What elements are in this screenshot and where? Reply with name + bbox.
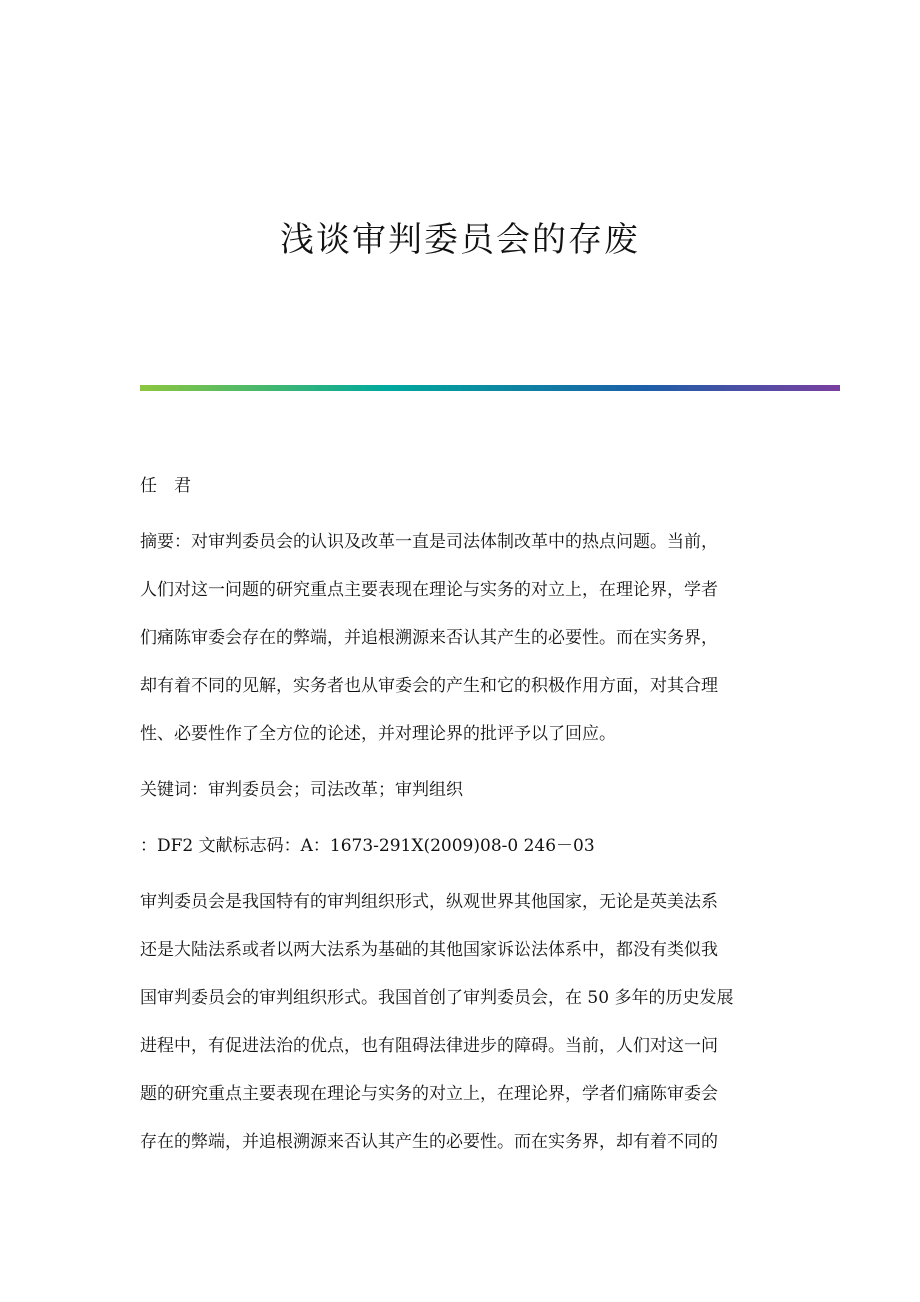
body-line: 还是大陆法系或者以两大法系为基础的其他国家诉讼法体系中，都没有类似我 [140, 940, 718, 960]
document-title: 浅谈审判委员会的存废 [280, 220, 640, 260]
abstract-line: 性、必要性作了全方位的论述，并对理论界的批评予以了回应。 [140, 724, 616, 744]
body-line: 国审判委员会的审判组织形式。我国首创了审判委员会，在 50 多年的历史发展 [140, 988, 734, 1008]
keywords: 关键词：审判委员会；司法改革；审判组织 [140, 780, 463, 800]
title-divider [140, 385, 840, 391]
body-text [140, 878, 780, 1166]
classification-code: ：DF2 文献标志码：A：1673-291X(2009)08-0 246－03 [140, 836, 595, 856]
abstract-line: 人们对这一问题的研究重点主要表现在理论与实务的对立上，在理论界，学者 [140, 580, 718, 600]
body-line: 审判委员会是我国特有的审判组织形式，纵观世界其他国家，无论是英美法系 [140, 892, 718, 912]
abstract-line: 摘要：对审判委员会的认识及改革一直是司法体制改革中的热点问题。当前， [140, 532, 718, 552]
body-line: 存在的弊端，并追根溯源来否认其产生的必要性。而在实务界，却有着不同的 [140, 1132, 718, 1152]
body-line: 进程中，有促进法治的优点，也有阻碍法律进步的障碍。当前，人们对这一问 [140, 1036, 718, 1056]
abstract-line: 却有着不同的见解，实务者也从审委会的产生和它的积极作用方面，对其合理 [140, 676, 718, 696]
document-body [140, 462, 780, 1166]
body-line: 题的研究重点主要表现在理论与实务的对立上，在理论界，学者们痛陈审委会 [140, 1084, 718, 1104]
author-name: 任 君 [140, 476, 191, 496]
abstract-line: 们痛陈审委会存在的弊端，并追根溯源来否认其产生的必要性。而在实务界， [140, 628, 718, 648]
abstract [140, 518, 780, 758]
